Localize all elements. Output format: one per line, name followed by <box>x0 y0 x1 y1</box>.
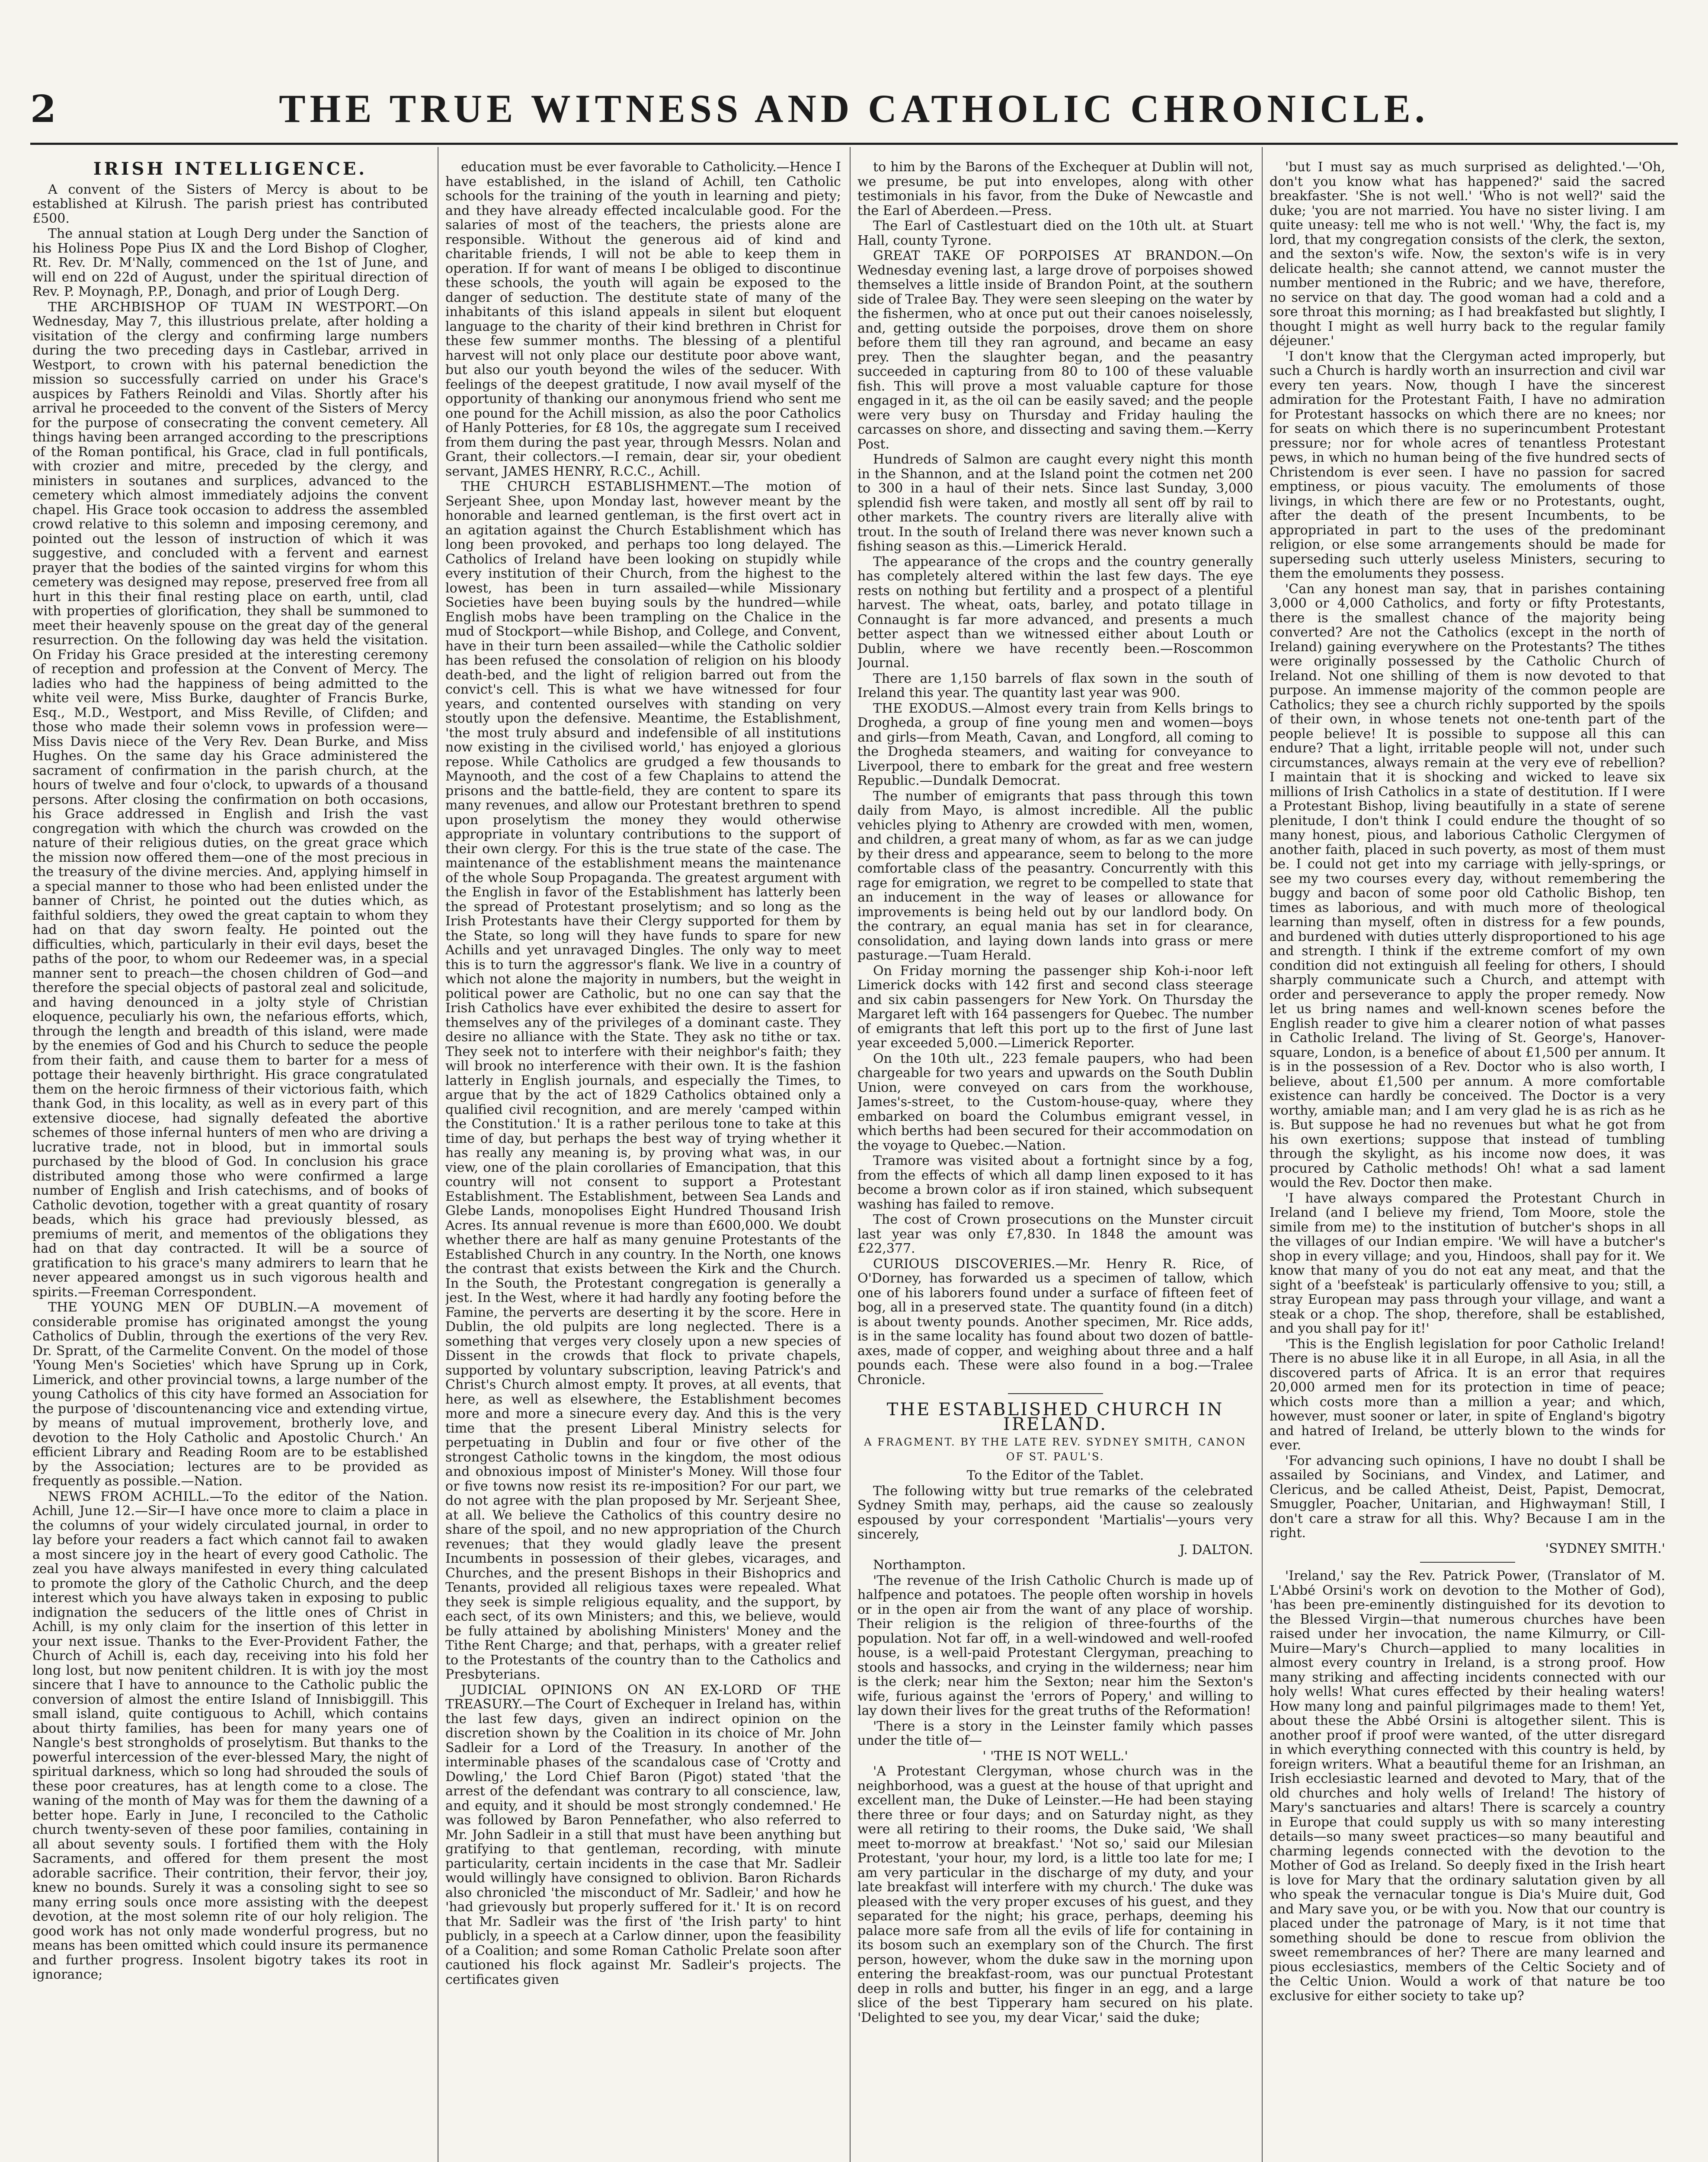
article-byline: A FRAGMENT. BY THE LATE REV. SYDNEY SMITH, CANON OF ST. PAUL'S. <box>864 1436 1247 1463</box>
article-paragraph: 'This is the English legislation for poor Catholic Ireland! There is no abuse like it in all Europe, in all Asia, in all the discovered parts of Africa. It is an error that requires 20,000 armed men for its protection in time of peace; which costs more than a million a year; and which, however, must sooner or later, in spite of England's bigotry and hatred of Ireland, be utterly blown to the winds for ever. <box>1270 1336 1665 1453</box>
article-paragraph: 'I don't know that the Clergyman acted improperly, but such a Church is hardly worth an insurrection and civil war every ten years. Now, though I have the sincerest admiration for the Protestant Faith, I have no admiration for Protestant hassocks on which there are no knees; nor for seats on which there is no superincumbent Protestant pressure; nor for whole acres of tenantless Protestant pews, in which no human being of the five hundred sects of Christendom is ever seen. I have no passion for sacred emptiness, or pious vacuity. The emoluments of those livings, in which there are few or no Protestants, ought, after the death of the present Incumbents, to be appropriated in part to the uses of the predominant religion, or else some arrangements should be made for superseding such utterly useless Ministers, securing to them the emoluments they possess. <box>1270 349 1665 581</box>
article-paragraph: 'I have always compared the Protestant Church in Ireland (and I believe my friend, Tom Moore, stole the simile from me) to the institution of butcher's shops in all the villages of our Indian empire. 'We will have a butcher's shop in every village; and you, Hindoos, shall pay for it. We know that many of you do not eat any meat, and that the sight of a 'beefsteak' is particularly offensive to you; still, a stray European may pass through your village, and want a steak or a chop. The shop, therefore, shall be established, and you shall pay for it!' <box>1270 1190 1665 1336</box>
article-heading: THE ESTABLISHED CHURCH IN IRELAND. <box>886 1400 1224 1434</box>
article-paragraph: On Friday morning the passenger ship Koh-i-noor left Limerick docks with 142 first and second class steerage and six cabin passengers for New York. On Thursday the Margaret left with 164 passengers for Quebec. The number of emigrants that left this port up to the first of June last year exceeded 5,000.—Limerick Reporter. <box>857 963 1253 1051</box>
article-paragraph: The Earl of Castlestuart died on the 10th ult. at Stuart Hall, county Tyrone. <box>857 218 1253 248</box>
article-paragraph: CURIOUS DISCOVERIES.—Mr. Henry R. Rice, of O'Dorney, has forwarded us a specimen of tallow, which one of his laborers found under a surface of fifteen feet of bog, all in a preserved state. The quantity found (in a ditch) is about twenty pounds. Another specimen, Mr. Rice adds, is in the same locality has found about two dozen of battle-axes, made of copper, and weighing about three and a half pounds each. These were also found in a bog.—Tralee Chronicle. <box>857 1256 1253 1388</box>
article-paragraph: education must be ever favorable to Catholicity.—Hence I have established, in the island of Achill, ten Catholic schools for the training of the youth in learning and piety; and they have already effected incalculable good. For the salaries of most of the teachers, the priests alone are responsible. Without the generous aid of kind and charitable friends, I will not be able to keep them in operation. If for want of means I be obliged to discontinue these schools, the youth will again be exposed to the danger of seduction. The destitute state of many of the inhabitants of this island appeals in silent but eloquent language to the charity of their kind brethren in Christ for these few summer months. The blessing of a plentiful harvest will not only place our destitute poor above want, but also our youth beyond the wiles of the seducer. With feelings of the deepest gratitude, I now avail myself of the opportunity of thanking our anonymous friend who sent me one pound for the Achill mission, as also the poor Catholics of Hanly Potteries, for £8 10s, the aggregate sum I received from them during the past year, through Messrs. Nolan and Grant, their collectors.—I remain, dear sir, your obedient servant, JAMES HENRY, R.C.C., Achill. <box>445 160 841 479</box>
column-1 <box>32 160 428 2162</box>
article-paragraph: JUDICIAL OPINIONS ON AN EX-LORD OF THE TREASURY.—The Court of Exchequer in Ireland has, within the last few days, given an indirect opinion on the discretion shown by the Coalition in its choice of Mr. John Sadleir for a Lord of the Treasury. In another of the interminable phases of the scandalous case of 'Crotty and Dowling,' the Lord Chief Baron (Pigot) stated 'that the arrest of the defendant was contrary to all conscience, law, and equity, and it should be most strongly condemned.' He was followed by Baron Pennefather, who also referred to Mr. John Sadleir in a still that must have been anything but gratifying to that gentleman, recording, with minute particularity, certain incidents in the case that Mr. Sadleir would willingly have consigned to oblivion. Baron Richards also chronicled 'the misconduct of Mr. Sadleir,' and how he 'had grievously but properly suffered for it.' It is on record that Mr. Sadleir was the first of 'the Irish party' to hint publicly, in a speech at a Carlow dinner, upon the feasibility of a Coalition; and some Roman Catholic Prelate soon after cautioned his flock against Mr. Sadleir's projects. The certificates given <box>445 1682 841 1987</box>
signature: J. DALTON. <box>1179 1542 1253 1558</box>
article-paragraph: There are 1,150 barrels of flax sown in the south of Ireland this year. The quantity last year was 900. <box>857 671 1253 700</box>
article-paragraph: The following witty but true remarks of the celebrated Sydney Smith may, perhaps, aid the cause so zealously espoused by your correspondent 'Martialis'—yours very sincerely, <box>857 1483 1253 1542</box>
page-number: 2 <box>30 87 56 131</box>
column-2 <box>445 160 841 2162</box>
article-paragraph: 'Can any honest man say, that in parishes containing 3,000 or 4,000 Catholics, and forty or fifty Protestants, there is the smallest chance of the majority being converted? Are not the Catholics (except in the north of Ireland) gaining everywhere on the Protestants? The tithes were originally possessed by the Catholic Church of Ireland. Not one shilling of them is now devoted to that purpose. An immense majority of the common people are Catholics; they see a church richly supported by the spoils of their own, in whose tenets not one-tenth part of the people believe! It is possible to suppose all this can endure? That a light, irritable people will not, under such circumstances, always remain at the very eve of rebellion? I maintain that it is shocking and wicked to leave six millions of Irish Catholics in a state of destitution. If I were a Protestant Bishop, living beautifully in a state of serene plenitude, I don't think I could endure the thought of so many honest, pious, and laborious Catholic Clergymen of another faith, placed in such poverty, as most of them must be. I could not get into my carriage with jelly-springs, or see my two courses every day, without remembering the buggy and bacon of some poor old Catholic Bishop, ten times as laborious, and with much more of theological learning than myself, often in distress for a few pounds, and burdened with duties utterly disproportioned to his age and strength. I think if the extreme comfort of my own condition did not extinguish all feeling for others, I should sharply communicate such a Church, and attempt with order and perseverance to apply the proper remedy. Now let us bring names and well-known scenes before the English reader to give him a clearer notion of what passes in Catholic Ireland. The living of St. George's, Hanover-square, London, is a benefice of about £1,500 per annum. It is in the possession of a Rev. Doctor who is also worth, I believe, about £1,500 per annum. A more comfortable existence can hardly be conceived. The Doctor is a very worthy, amiable man; and I am very glad he is as rich as he is. But suppose he had no revenues but what he got from his own exertions; suppose that instead of tumbling through the skylight, as his income now does, it was procured by Catholic methods! Oh! what a sad lament would the Rev. Doctor then make. <box>1270 581 1665 1190</box>
article-paragraph: On the 10th ult., 223 female paupers, who had been chargeable for two years and upwards on the South Dublin Union, were conveyed on cars from the workhouse, James's-street, to the Custom-house-quay, where they embarked on board the Columbus emigrant vessel, in which berths had been secured for their accommodation on the voyage to Quebec.—Nation. <box>857 1051 1253 1153</box>
divider <box>1008 1393 1103 1394</box>
article-paragraph: 'The revenue of the Irish Catholic Church is made up of halfpence and potatoes. The people often worship in hovels or in the open air from the want of any place of worship. Their religion is the religion of three-fourths of the population. Not far off, in a well-windowed and well-roofed house, is a well-paid Protestant Clergyman, preaching to stools and hassocks, and crying in the wilderness; near him is the clerk; near him the Sexton; near him the Sexton's wife, furious against the 'errors of Popery,' and willing to lay down their lives for the great truths of the Reformation! <box>857 1573 1253 1718</box>
article-paragraph: Northampton. <box>873 1558 966 1573</box>
section-heading: IRISH INTELLIGENCE. <box>93 160 368 179</box>
article-paragraph: To the Editor of the Tablet. <box>966 1468 1144 1483</box>
article-paragraph: NEWS FROM ACHILL.—To the editor of the Nation. Achill, June 12.—Sir—I have once more to claim a place in the columns of your widely circulated journal, in order to lay before your readers a fact which cannot fail to awaken a most sincere joy in the heart of every good Catholic. The zeal you have always manifested in every thing calculated to promote the glory of the Catholic Church, and the deep interest which you have always taken in exposing to public indignation the seducers of the little ones of Christ in Achill, is my only claim for the insertion of this letter in your next issue. Thanks to the Ever-Provident Father, the Church of Achill is, each day, receiving into his fold her long lost, but now penitent children. It is with joy the most sincere that I have to announce to the Catholic public the conversion of almost the entire Island of Innisbiggill. This small island, quite contiguous to Achill, which contains about thirty families, has been for many years one of Nangle's best strongholds of proselytism. But thanks to the powerful intercession of the ever-blessed Mary, the night of spiritual darkness, which so long had shrouded the souls of these poor creatures, has at length come to a close. The waning of the month of May was for them the dawning of a better hope. Early in June, I reconciled to the Catholic church twenty-seven of these poor families, containing in all about seventy souls. I fortified them with the Holy Sacraments, and offered for them present the most adorable sacrifice. Their contrition, their fervor, their joy, knew no bounds. Surely it was a consoling sight to see so many erring souls once more assisting with the deepest devotion, at the most solemn rite of our holy religion. The good work has not only made wonderful progress, but no means has been omitted which could insure its permanence and further progress. Insolent bigotry takes its root in ignorance; <box>32 1489 428 1982</box>
article-paragraph: GREAT TAKE OF PORPOISES AT BRANDON.—On Wednesday evening last, a large drove of porpoises showed themselves a little inside of Brandon Point, at the southern side of Tralee Bay. They were seen sleeping on the water by the fishermen, who at once put out their canoes noiselessly, and, getting outside the porpoises, drove them on shore before them till they ran aground, and became an easy prey. Then the slaughter began, and the peasantry succeeded in capturing from 80 to 100 of these valuable fish. This will prove a most valuable capture for those engaged in it, as the oil can be easily saved; and the people were very busy on Thursday and Friday hauling the carcasses on shore, and dissecting and saving them.—Kerry Post. <box>857 248 1253 452</box>
article-paragraph: 'Ireland,' say the Rev. Patrick Power, (Translator of M. L'Abbé Orsini's work on devotion to the Mother of God), 'has been pre-eminently distinguished for its devotion to the Blessed Virgin—that numerous churches have been raised under her invocation, the name Kilmurry, or Cill-Muire—Mary's Church—applied to many localities in almost every country in Ireland, is a strong proof. How many striking and affecting incidents connected with our holy wells! What cures effected by their healing waters! How many long and painful pilgrimages made to them! Yet, about these the Abbé Orsini is altogether silent. This is another proof if proof were wanted, of the utter disregard in which everything connected with this country is held, by foreign writers. What a beautiful theme for an Irishman, an Irish ecclesiastic learned and devoted to Mary, that of the old churches and holy wells of Ireland! The history of Mary's sanctuaries and altars! There is scarcely a country in Europe that could supply us with so many interesting details—so many sweet practices—so many beautiful and charming legends connected with the devotion to the Mother of God as Ireland. So deeply fixed in the Irish heart is love for Mary that the ordinary salutation given by all who speak the vernacular tongue is Dia's Muire duit, God and Mary save you, or be with you. Now that our country is placed under the patronage of Mary, is it not time that something should be done to rescue from oblivion the sweet remembrances of her? There are many learned and pious ecclesiastics, members of the Celtic Society and of the Celtic Union. Would a work of that nature be too exclusive for either society to take up? <box>1270 1568 1665 2004</box>
signature: 'SYDNEY SMITH.' <box>1545 1541 1665 1556</box>
article-paragraph: Tramore was visited about a fortnight since by a fog, from the effects of which all damp linen exposed to it has become a brown color as if iron stained, which subsequent washing has failed to remove. <box>857 1153 1253 1212</box>
divider <box>1420 1562 1515 1563</box>
column-divider <box>850 147 851 2162</box>
article-paragraph: The cost of Crown prosecutions on the Munster circuit last year was only £7,830. In 1848 the amount was £22,377. <box>857 1212 1253 1256</box>
article-paragraph: 'There is a story in the Leinster family which passes under the title of— <box>857 1718 1253 1748</box>
article-paragraph: The number of emigrants that pass through this town daily from Mayo, is almost incredible. All the public vehicles plying to Athenry are crowded with men, women, and children, a great many of whom, as far as we can judge by their dress and appearance, seem to belong to the more comfortable class of the peasantry. Concurrently with this rage for emigration, we regret to be compelled to state that an inducement in the way of leases or allowance for improvements is being held out by our landlord body. On the contrary, an equal mania has set in for clearance, consolidation, and laying down lands into grass or mere pasturage.—Tuam Herald. <box>857 788 1253 963</box>
column-3 <box>857 160 1253 2162</box>
article-paragraph: 'A Protestant Clergyman, whose church was in the neighborhood, was a guest at the house of that upright and excellent man, the Duke of Leinster.—He had been staying there three or four days; and on Saturday night, as they were all retiring to their rooms, the Duke said, 'We shall meet to-morrow at breakfast.' 'Not so,' said our Milesian Protestant, 'your hour, my lord, is a little too late for me; I am very particular in the discharge of my duty, and your late breakfast will interfere with my church.' The duke was pleased with the very proper excuses of his guest, and they separated for the night; his grace, perhaps, deeming his palace more safe from all the evils of life for containing in its bosom such an exemplary son of the Church. The first person, however, whom the duke saw in the morning upon entering the breakfast-room, was our punctual Protestant deep in rolls and butter, his finger in an egg, and a large slice of the best Tipperary ham secured on his plate. 'Delighted to see you, my dear Vicar,' said the duke; <box>857 1764 1253 2025</box>
article-paragraph: ' 'THE IS NOT WELL.' <box>982 1748 1128 1764</box>
masthead-title: THE TRUE WITNESS AND CATHOLIC CHRONICLE. <box>279 86 1429 131</box>
article-paragraph: THE YOUNG MEN OF DUBLIN.—A movement of considerable promise has originated amongst the young Catholics of Dublin, through the exertions of the very Rev. Dr. Spratt, of the Carmelite Convent. On the model of those 'Young Men's Societies' which have Sprung up in Cork, Limerick, and other provincial towns, a large number of the young Catholics of this city have formed an Association for the purpose of 'discountenancing vice and extending virtue, by means of mutual improvement, brotherly love, and devotion to the Holy Catholic and Apostolic Church.' An efficient Library and Reading Room are to be established by the Association; lectures are to be provided as frequently as possible.—Nation. <box>32 1300 428 1489</box>
header-rule <box>30 143 1678 145</box>
page-header <box>30 82 1678 134</box>
article-paragraph: The annual station at Lough Derg under the Sanction of his Holiness Pope Pius IX and the Lord Bishop of Clogher, Rt. Rev. Dr. M'Nally, commenced on the 1st of June, and will end on 22d of August, under the spiritual direction of Rev. P. Moynagh, P.P., Donagh, and prior of Lough Derg. <box>32 226 428 299</box>
article-paragraph: THE EXODUS.—Almost every train from Kells brings to Drogheda, a group of fine young men and women—boys and girls—from Meath, Cavan, and Longford, all coming to the Drogheda steamers, and waiting for conveyance to Liverpool, there to embark for the great and free western Republic.—Dundalk Democrat. <box>857 700 1253 788</box>
article-paragraph: 'For advancing such opinions, I have no doubt I shall be assailed by Socinians, and Vindex, and Latimer, and Clericus, and be called Atheist, Deist, Papist, Democrat, Smuggler, Poacher, Unitarian, and Highwayman! Still, I don't care a straw for all this. Why? Because I am in the right. <box>1270 1453 1665 1541</box>
article-paragraph: The appearance of the crops and the country generally has completely altered within the last few days. The eye rests on nothing but fertility and a prospect of a plentiful harvest. The wheat, oats, barley, and potato tillage in Connaught is far more advanced, and presents a much better aspect than we witnessed either about Louth or Dublin, where we have recently been.—Roscommon Journal. <box>857 554 1253 671</box>
article-paragraph: Hundreds of Salmon are caught every night this month in the Shannon, and at the Island point the cotmen net 200 to 300 in a haul of their nets. Since last Sunday, 3,000 splendid fish were taken, and mostly all sent off by rail to other markets. The country rivers are literally alive with trout. In the south of Ireland there was never known such a fishing season as this.—Limerick Herald. <box>857 452 1253 554</box>
article-paragraph: THE CHURCH ESTABLISHMENT.—The motion of Serjeant Shee, upon Monday last, however meant by the honorable and learned gentleman, is the first overt act in an agitation against the Church Establishment which has long been provoked, and perhaps too long delayed. The Catholics of Ireland have been looking on stupidly while every institution of their Church, from the highest to the lowest, has been in turn assailed—while Missionary Societies have been buying souls by the hundred—while English mobs have been trampling on the Chalice in the mud of Stockport—while Bishop, and College, and Convent, have in their turn been assailed—while the Catholic soldier has been refused the consolation of religion on his bloody death-bed, and the light of religion barred out from the convict's cell. This is what we have witnessed for four years, and contented ourselves with standing on very stoutly upon the defensive. Meantime, the Establishment, 'the most truly absurd and indefensible of all institutions now existing in the civilised world,' has enjoyed a glorious repose. While Catholics are grudged a few thousands to Maynooth, and the cost of a few Chaplains to attend the prisons and the battle-field, they are content to spare its many revenues, and allow our Protestant brethren to spend upon proselytism the money they would otherwise appropriate in voluntary contributions to the support of their own clergy. For this is the true state of the case. The maintenance of the establishment means the maintenance of the whole Soup Propaganda. The greatest argument with the English in favor of the Establishment has latterly been the spread of Protestant proselytism; and so long as the Irish Protestants have their Clergy supported for them by the State, so long will they have funds to spare for new Achills and yet unravaged Dingles. The only way to meet this is to turn the aggressor's flank. We live in a country of which not alone the majority in numbers, but the weight in political power are Catholic, but no one can say that the Irish Catholics have ever exhibited the desire to assert for themselves any of the privileges of a dominant caste. They desire no alliance with the State. They ask no tithe or tax. They seek not to interfere with their neighbor's faith; they will brook no interference with their own. It is the fashion latterly in English journals, and especially the Times, to argue that by the act of 1829 Catholics obtained only a qualified civil recognition, and are merely 'camped within the Constitution.' It is a rather perilous tone to take at this time of day, but perhaps the best way of trying whether it has really any meaning is, by proving what was, in our view, one of the plain corollaries of Emancipation, that this country will not consent to support a Protestant Establishment. The Establishment, between Sea Lands and Glebe Lands, monopolises Eight Hundred Thousand Irish Acres. Its annual revenue is more than £600,000. We doubt whether there are half as many genuine Protestants of the Established Church in any country. In the North, one knows the contrast that exists between the Kirk and the Church. In the South, the Protestant congregation is generally a jest. In the West, where it had hardly any footing before the Famine, the perverts are deserting it by the score. Here in Dublin, the old pulpits are long neglected. There is a something that verges very closely upon a new species of Dissent in the crowds that flock to private chapels, supported by voluntary subscription, leaving Patrick's and Christ's Church almost empty. It proves, at all events, that here, as well as elsewhere, the Establishment becomes more and more a sinecure every day. And this is the very time that the present Liberal Ministry selects for perpetuating in Dublin and four or five other of the strongest Catholic towns in the kingdom, the most odious and obnoxious impost of Minister's Money. Will those four or five towns now resist its re-imposition? For our part, we do not agree with the plan proposed by Mr. Serjeant Shee, at all. We believe the Catholics of this country desire no share of the spoil, and no new appropriation of the Church revenues; that they would gladly leave the present Incumbents in possession of their glebes, vicarages, and Churches, and the present Bishops in their Bishoprics and Tenants, provided all religious taxes were repealed. What they seek is simple religious equality, and the support, by each sect, of its own Ministers; and this, we believe, would be fully attained by abolishing Ministers' Money and the Tithe Rent Charge; and that, perhaps, with a greater relief to the Protestants of the country than to the Catholics and Presbyterians. <box>445 479 841 1682</box>
article-paragraph: THE ARCHBISHOP OF TUAM IN WESTPORT.—On Wednesday, May 7, this illustrious prelate, after holding a visitation of the clergy and confirming large numbers during the two preceding days in Castlebar, arrived in Westport, to crown with his paternal benediction the mission so successfully carried on under his Grace's auspices by Fathers Reinoldi and Vilas. Shortly after his arrival he proceeded to the convent of the Sisters of Mercy for the purpose of consecrating the convent cemetery. All things having been arranged according to the prescriptions of the Roman pontifical, his Grace, clad in full pontificals, with crozier and mitre, preceded by the clergy, and ministers in soutanes and surplices, advanced to the cemetery which almost immediately adjoins the convent chapel. His Grace took occasion to address the assembled crowd relative to this solemn and imposing ceremony, and pointed out the lesson of instruction of which it was suggestive, and concluded with a fervent and earnest prayer that the bodies of the sainted virgins for whom this cemetery was designed may repose, preserved free from all hurt in this their final resting place on earth, until, clad with properties of glorification, they shall be summoned to meet their heavenly spouse on the great day of the general resurrection. On the following day was held the visitation. On Friday his Grace presided at the interesting ceremony of reception and profession at the Convent of Mercy. The ladies who had the happiness of being admitted to the white veil were, Miss Burke, daughter of Francis Burke, Esq., M.D., Westport, and Miss Reville, of Clifden; and those who made their solemn vows in profession were—Miss Davis niece of the Very Rev. Dean Burke, and Miss Hughes. On the same day his Grace administered the sacrament of confirmation in the parish church, at the hours of twelve and four o'clock, to upwards of a thousand persons. After closing the confirmation on both occasions, his Grace addressed in English and Irish the vast congregation with which the church was crowded on the nature of their religious duties, on the great grace which the mission now offered them—one of the most precious in the treasury of the divine mercies. And, applying himself in a special manner to those who had been enlisted under the banner of Christ, he pointed out the duties which, as faithful soldiers, they owed the great captain to whom they had on that day sworn fealty. He pointed out the difficulties, which, particularly in their evil days, beset the paths of the poor, to whom our Redeemer was, in a special manner sent to preach—the chosen children of God—and therefore the special objects of pastoral zeal and solicitude, and having denounced in a jolty style of Christian eloquence, peculiarly his own, the nefarious efforts, which, through the length and breadth of this island, were made by the enemies of God and his Church to seduce the people from their faith, and cause them to barter for a mess of pottage their heavenly birthright. His grace congratulated them on the heroic firmness of their victorious faith, which thank God, in this locality, as well as in every part of this extensive diocese, had signally defeated the abortive schemes of those infernal hunters of men who are driving a lucrative trade, not in blood, but in immortal souls purchased by the blood of God. In conclusion his grace distributed among those who were confirmed a large number of English and Irish catechisms, and of books of Catholic devotion, together with a great quantity of rosary beads, which his grace had previously blessed, as premiums of merit, and mementos of the obligations they had on that day contracted. It will be a source of gratification to his grace's many admirers to learn that he never appeared amongst us in such vigorous health and spirits.—Freeman Correspondent. <box>32 299 428 1300</box>
column-4 <box>1270 160 1665 2162</box>
article-paragraph: A convent of the Sisters of Mercy is about to be established at Kilrush. The parish priest has contributed £500. <box>32 182 428 226</box>
column-divider <box>1262 147 1263 2162</box>
article-paragraph: 'but I must say as much surprised as delighted.'—'Oh, don't you know what has happened?' said the sacred breakfaster. 'She is not well.' 'Who is not well?' said the duke; 'you are not married. You have no sister living. I am quite uneasy: tell me who is not well.' 'Why, the fact is, my lord, that my congregation consists of the clerk, the sexton, and the sexton's wife. Now, the sexton's wife is in very delicate health; she cannot attend, we cannot muster the number mentioned in the Rubric; and we have, therefore, no service on that day. The good woman had a cold and a sore throat this morning; as I had breakfasted but slightly, I thought I might as well hurry back to the regular family déjeuner.' <box>1270 160 1665 349</box>
article-paragraph: to him by the Barons of the Exchequer at Dublin will not, we presume, be put into envelopes, along with other testimonials in his favor, from the Duke of Newcastle and the Earl of Aberdeen.—Press. <box>857 160 1253 218</box>
